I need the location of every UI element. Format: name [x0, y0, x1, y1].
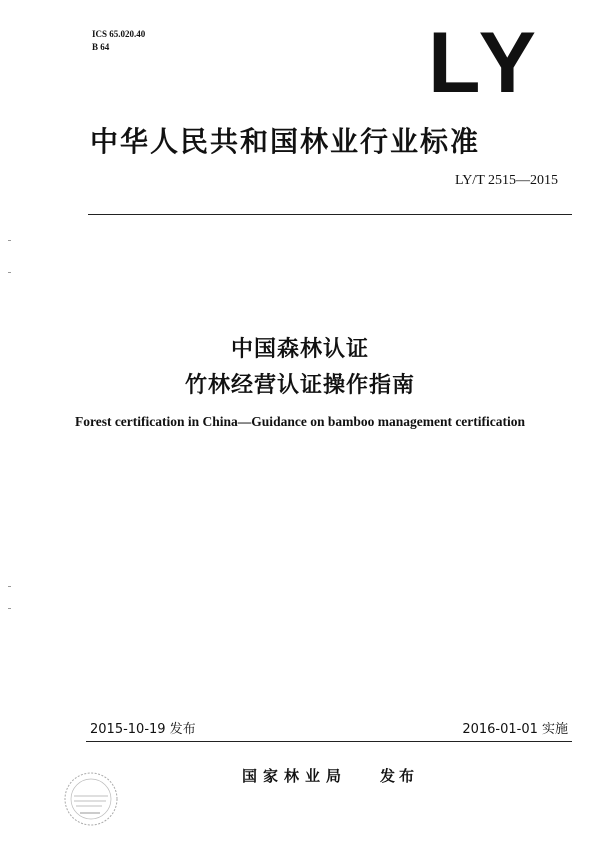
top-divider — [88, 214, 572, 215]
margin-mark — [8, 608, 11, 609]
library-stamp-icon — [60, 768, 122, 830]
ccs-code: B 64 — [92, 42, 110, 52]
implementation-date: 2016-01-01 实施 — [462, 722, 568, 737]
standard-title: 中华人民共和国林业行业标准 — [90, 125, 481, 158]
document-title-line2: 竹林经营认证操作指南 — [184, 373, 415, 398]
publisher-name: 国家林业局 — [242, 767, 348, 785]
standard-code: LY/T 2515—2015 — [455, 173, 558, 188]
margin-mark — [8, 586, 11, 587]
document-title-english: Forest certification in China—Guidance on bamboo management certification — [74, 414, 526, 429]
document-title-line1: 中国森林认证 — [230, 337, 369, 362]
publish-label: 发布 — [380, 767, 419, 785]
issue-date: 2015-10-19 发布 — [90, 722, 196, 737]
bottom-divider — [86, 741, 572, 742]
margin-mark — [8, 240, 11, 241]
ly-logo: LY — [428, 15, 542, 111]
margin-mark — [8, 272, 11, 273]
ics-code: ICS 65.020.40 — [92, 29, 146, 39]
classification-codes — [92, 28, 145, 54]
